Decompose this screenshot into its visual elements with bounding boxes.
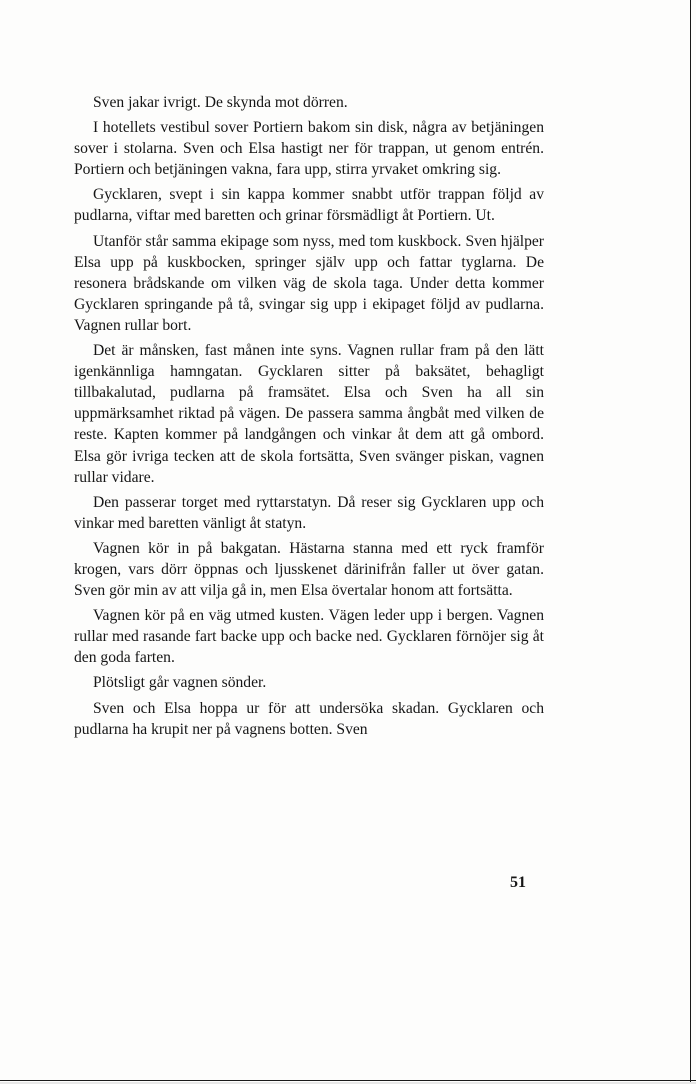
page-number: 51 (510, 874, 526, 891)
paragraph: I hotellets vestibul sover Portiern bakom sin disk, några av betjäningen sover i stolarna. Sven och Elsa hastigt ner för trappan, ut genom entrén. Portiern och betjäningen vakna, fara upp, stirra yrvaket omkring sig. (74, 119, 544, 179)
page-edge-right (690, 0, 691, 1084)
paragraph: Plötsligt går vagnen sönder. (93, 674, 267, 692)
paragraph: Det är månsken, fast månen inte syns. Vagnen rullar fram på den lätt igenkännliga hamngatan. Gycklaren sitter på baksätet, behagligt tillbakalutad, pudlarna på framsätet. Elsa och Sven ha all sin uppmärksamhet riktad på vägen. De passera samma ångbåt med vilken de reste. Kapten kommer på landgången och vinkar åt dem att gå ombord. Elsa gör ivriga tecken att de skola fortsätta, Sven svänger piskan, vagnen rullar vidare. (74, 342, 544, 486)
paragraph: Vagnen kör in på bakgatan. Hästarna stanna med ett ryck framför krogen, vars dörr öppnas och ljusskenet därinifrån faller ut över gatan. Sven gör min av att vilja gå in, men Elsa övertalar honom att fortsätta. (74, 539, 544, 600)
body-text (74, 92, 544, 744)
paragraph: Sven och Elsa hoppa ur för att undersöka skadan. Gycklaren och pudlarna ha krupit ner på vagnens botten. Sven (74, 699, 544, 738)
paragraph: Utanför står samma ekipage som nyss, med tom kuskbock. Sven hjälper Elsa upp på kuskbocken, springer själv upp och fattar tyglarna. De resonera brådskande om vilken väg de skola taga. Under detta kommer Gycklaren springande på tå, svingar sig upp i ekipaget följd av pudlarna. Vagnen rullar bort. (74, 232, 544, 334)
paragraph: Den passerar torget med ryttarstatyn. Då reser sig Gycklaren upp och vinkar med baretten vänligt åt statyn. (74, 493, 544, 532)
page-edge-bottom (0, 1080, 696, 1081)
paragraph: Vagnen kör på en väg utmed kusten. Vägen leder upp i bergen. Vagnen rullar med rasande fart backe upp och backe ned. Gycklaren förnöjer sig åt den goda farten. (74, 607, 544, 667)
paragraph: Gycklaren, svept i sin kappa kommer snabbt utför trappan följd av pudlarna, viftar med baretten och grinar försmädligt åt Portiern. Ut. (74, 186, 544, 225)
paragraph: Sven jakar ivrigt. De skynda mot dörren. (93, 94, 348, 111)
